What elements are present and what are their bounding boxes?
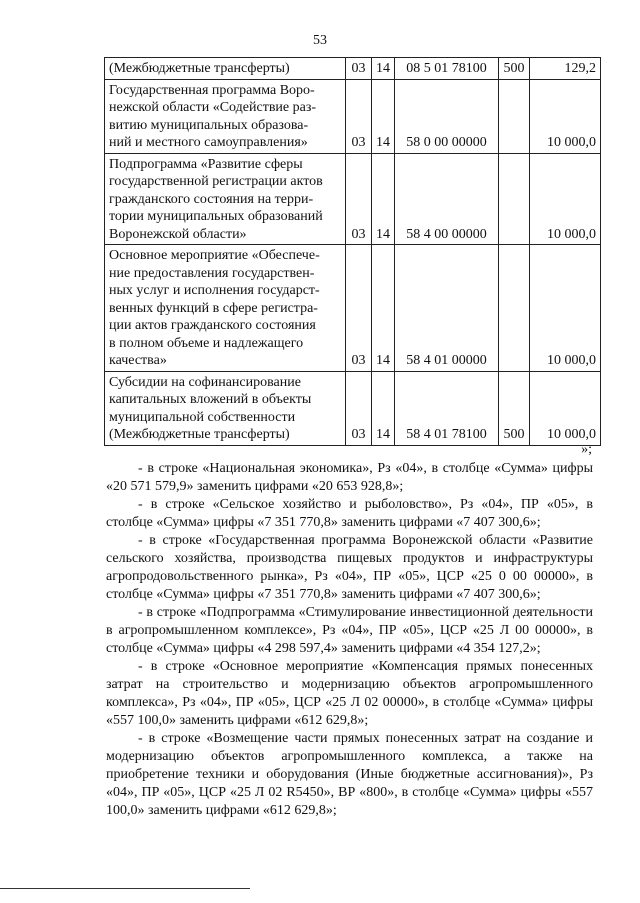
- csr-cell: 58 4 01 00000: [395, 245, 499, 372]
- csr-cell: 58 4 00 00000: [395, 153, 499, 245]
- row-name-cell: [105, 245, 346, 372]
- pr-cell: 14: [372, 58, 395, 80]
- row-name-line: (Межбюджетные трансферты): [109, 427, 290, 442]
- row-name-line: Субсидии на софинансирование: [109, 374, 301, 390]
- sum-cell: 10 000,0: [530, 153, 601, 245]
- rz-cell: 03: [346, 245, 372, 372]
- row-name-line: государственной регистрации актов: [109, 174, 323, 189]
- csr-cell: 58 4 01 78100: [395, 371, 499, 445]
- table-row: [105, 245, 601, 372]
- row-name-line: (Межбюджетные трансферты): [109, 61, 290, 76]
- vr-cell: [499, 245, 530, 372]
- table-row: [105, 79, 601, 153]
- pr-cell: 14: [372, 371, 395, 445]
- budget-table-body: [105, 58, 601, 446]
- rz-cell: 03: [346, 371, 372, 445]
- budget-table: [104, 57, 601, 446]
- row-name-line: венных функций в сфере регистра-: [109, 300, 318, 316]
- amendment-paragraph: - в строке «Сельское хозяйство и рыболовство», Рз «04», ПР «05», в столбце «Сумма» цифры «7 351 770,8» заменить цифрами «7 407 300,6»;: [106, 497, 593, 530]
- row-name-line: капитальных вложений в объекты: [109, 392, 312, 407]
- csr-cell: 08 5 01 78100: [395, 58, 499, 80]
- sum-cell: 129,2: [530, 58, 601, 80]
- row-name-line: муниципальной собственности: [109, 409, 296, 425]
- row-name-line: качества»: [109, 353, 167, 368]
- row-name-line: ции актов гражданского состояния: [109, 318, 316, 333]
- row-name-line: Основное мероприятие «Обеспече-: [109, 248, 320, 263]
- row-name-cell: [105, 79, 346, 153]
- amendment-text: [106, 460, 593, 820]
- amendment-paragraph: - в строке «Основное мероприятие «Компенсация прямых понесенных затрат на строительство и модернизацию объектов агропромышленного комплекса», Рз «04», ПР «05», ЦСР «25 Л 02 00000», в столбце «Сумма» цифры «557 100,0» заменить цифрами «612 629,8»;: [106, 659, 593, 728]
- table-row: [105, 58, 601, 80]
- row-name-line: ных услуг и исполнения государст-: [109, 283, 320, 298]
- sum-cell: 10 000,0: [530, 371, 601, 445]
- pr-cell: 14: [372, 153, 395, 245]
- row-name-line: тории муниципальных образований: [109, 209, 323, 224]
- pr-cell: 14: [372, 245, 395, 372]
- row-name-line: Воронежской области»: [109, 226, 247, 242]
- vr-cell: [499, 153, 530, 245]
- row-name-line: ние предоставления государствен-: [109, 265, 315, 281]
- row-name-line: гражданского состояния на терри-: [109, 191, 314, 207]
- pr-cell: 14: [372, 79, 395, 153]
- amendment-paragraph: - в строке «Возмещение части прямых понесенных затрат на создание и модернизацию объектов агропромышленного комплекса, а также на приобретение техники и оборудования (Иные бюджетные ассигнования)», Рз «04», ПР «05», ЦСР «25 Л 02 R5450», ВР «800», в столбце «Сумма» цифры «557 100,0» заменить цифрами «612 629,8»;: [106, 731, 593, 818]
- row-name-line: в полном объеме и надлежащего: [109, 335, 304, 351]
- amendment-paragraph: - в строке «Государственная программа Воронежской области «Развитие сельского хозяйства, производства пищевых продуктов и инфраструктуры агропродовольственного рынка», Рз «04», ПР «05», ЦСР «25 0 00 00000», в столбце «Сумма» цифры «7 351 770,8» заменить цифрами «7 407 300,6»;: [106, 533, 593, 602]
- rz-cell: 03: [346, 153, 372, 245]
- rz-cell: 03: [346, 79, 372, 153]
- row-name-line: Подпрограмма «Развитие сферы: [109, 156, 303, 172]
- row-name-line: витию муниципальных образова-: [109, 117, 309, 133]
- page-number: 53: [313, 33, 327, 48]
- table-row: [105, 153, 601, 245]
- footer-divider: [0, 888, 250, 889]
- amendment-paragraph: - в строке «Подпрограмма «Стимулирование инвестиционной деятельности в агропромышленном комплексе», Рз «04», ПР «05», ЦСР «25 Л 00 00000», в столбце «Сумма» цифры «4 298 597,4» заменить цифрами «4 354 127,2»;: [106, 605, 593, 656]
- sum-cell: 10 000,0: [530, 245, 601, 372]
- row-name-cell: [105, 58, 346, 80]
- vr-cell: 500: [499, 58, 530, 80]
- sum-cell: 10 000,0: [530, 79, 601, 153]
- table-row: [105, 371, 601, 445]
- rz-cell: 03: [346, 58, 372, 80]
- row-name-cell: [105, 153, 346, 245]
- vr-cell: 500: [499, 371, 530, 445]
- row-name-line: Государственная программа Воро-: [109, 82, 315, 98]
- amendment-paragraph: - в строке «Национальная экономика», Рз «04», в столбце «Сумма» цифры «20 571 579,9» заменить цифрами «20 653 928,8»;: [106, 461, 593, 494]
- closing-quote-mark: »;: [581, 442, 592, 457]
- row-name-line: нежской области «Содействие раз-: [109, 100, 317, 115]
- csr-cell: 58 0 00 00000: [395, 79, 499, 153]
- row-name-cell: [105, 371, 346, 445]
- row-name-line: ний и местного самоуправления»: [109, 135, 308, 150]
- vr-cell: [499, 79, 530, 153]
